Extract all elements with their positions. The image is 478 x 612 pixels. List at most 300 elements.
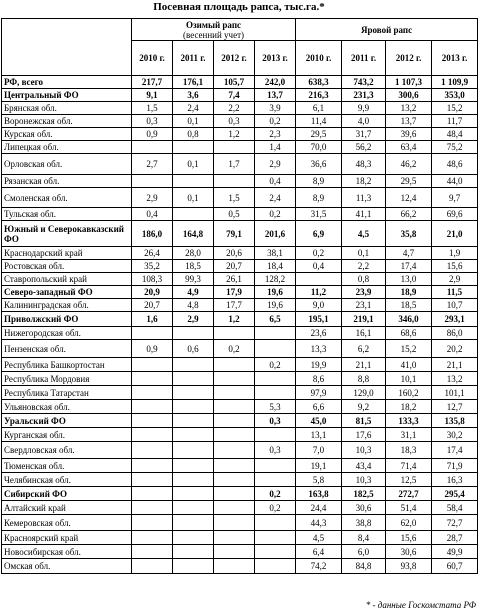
spring-value-cell: 97,9 bbox=[296, 386, 342, 400]
spring-value-cell: 70,0 bbox=[296, 141, 342, 154]
region-name: Свердловская обл. bbox=[2, 442, 132, 459]
winter-value-cell: 1,5 bbox=[214, 188, 255, 208]
region-name: Уральский ФО bbox=[2, 414, 132, 428]
spring-value-cell: 71,9 bbox=[432, 459, 478, 473]
spring-value-cell: 41,1 bbox=[342, 208, 386, 221]
spring-value-cell: 60,7 bbox=[432, 559, 478, 574]
spring-value-cell: 31,1 bbox=[386, 428, 432, 442]
spring-group-label: Яровой рапс bbox=[361, 24, 413, 35]
winter-value-cell: 0,1 bbox=[173, 115, 214, 128]
winter-value-cell bbox=[173, 559, 214, 574]
table-row bbox=[2, 473, 478, 487]
spring-value-cell: 31,7 bbox=[342, 128, 386, 141]
spring-value-cell: 21,1 bbox=[432, 358, 478, 372]
spring-value-cell: 195,1 bbox=[296, 312, 342, 327]
winter-value-cell bbox=[214, 545, 255, 559]
winter-value-cell: 2,9 bbox=[173, 312, 214, 327]
winter-value-cell: 2,9 bbox=[255, 154, 296, 175]
spring-value-cell: 18,2 bbox=[342, 175, 386, 188]
spring-value-cell: 12,7 bbox=[432, 400, 478, 414]
spring-value-cell: 19,9 bbox=[296, 358, 342, 372]
winter-value-cell: 1,2 bbox=[214, 128, 255, 141]
spring-value-cell: 293,1 bbox=[432, 312, 478, 327]
winter-value-cell: 2,4 bbox=[173, 102, 214, 115]
winter-group-label: Озимый рапс bbox=[186, 19, 241, 30]
winter-value-cell bbox=[173, 531, 214, 545]
winter-value-cell: 0,2 bbox=[214, 340, 255, 358]
winter-value-cell bbox=[173, 545, 214, 559]
spring-value-cell: 11,2 bbox=[296, 286, 342, 299]
region-name: Республика Татарстан bbox=[2, 386, 132, 400]
spring-value-cell: 21,0 bbox=[432, 221, 478, 247]
winter-value-cell: 26,1 bbox=[214, 273, 255, 286]
winter-value-cell bbox=[132, 141, 173, 154]
table-row bbox=[2, 400, 478, 414]
winter-value-cell: 0,2 bbox=[255, 358, 296, 372]
spring-value-cell: 216,3 bbox=[296, 89, 342, 102]
spring-value-cell: 7,0 bbox=[296, 442, 342, 459]
spring-value-cell: 44,0 bbox=[432, 175, 478, 188]
spring-value-cell: 353,0 bbox=[432, 89, 478, 102]
spring-value-cell: 10,7 bbox=[432, 299, 478, 312]
region-name: Калининградская обл. bbox=[2, 299, 132, 312]
table-row bbox=[2, 559, 478, 574]
winter-value-cell bbox=[132, 559, 173, 574]
winter-value-cell: 0,2 bbox=[255, 501, 296, 515]
table-row bbox=[2, 545, 478, 559]
winter-value-cell bbox=[173, 386, 214, 400]
winter-value-cell bbox=[132, 327, 173, 340]
spring-value-cell: 17,6 bbox=[342, 428, 386, 442]
spring-value-cell: 30,2 bbox=[432, 428, 478, 442]
year-header: 2012 г. bbox=[214, 41, 255, 76]
winter-value-cell bbox=[173, 428, 214, 442]
winter-value-cell bbox=[132, 545, 173, 559]
winter-value-cell bbox=[255, 473, 296, 487]
spring-value-cell: 1 109,9 bbox=[432, 76, 478, 89]
winter-value-cell: 28,0 bbox=[173, 247, 214, 260]
winter-value-cell bbox=[255, 545, 296, 559]
winter-value-cell bbox=[173, 459, 214, 473]
winter-value-cell: 0,1 bbox=[173, 154, 214, 175]
year-header: 2011 г. bbox=[342, 41, 386, 76]
spring-value-cell: 6,0 bbox=[342, 545, 386, 559]
winter-value-cell: 128,2 bbox=[255, 273, 296, 286]
spring-value-cell: 300,6 bbox=[386, 89, 432, 102]
spring-value-cell: 4,5 bbox=[342, 221, 386, 247]
spring-value-cell: 72,7 bbox=[432, 515, 478, 531]
table-row bbox=[2, 531, 478, 545]
region-name: Красноярский край bbox=[2, 531, 132, 545]
region-name: Тюменская обл. bbox=[2, 459, 132, 473]
region-name: Тульская обл. bbox=[2, 208, 132, 221]
winter-value-cell: 38,1 bbox=[255, 247, 296, 260]
spring-value-cell: 38,8 bbox=[342, 515, 386, 531]
winter-value-cell bbox=[132, 358, 173, 372]
winter-value-cell bbox=[214, 459, 255, 473]
table-row-district bbox=[2, 286, 478, 299]
winter-value-cell bbox=[173, 175, 214, 188]
spring-value-cell: 231,3 bbox=[342, 89, 386, 102]
table-row-district bbox=[2, 312, 478, 327]
spring-value-cell: 4,0 bbox=[342, 115, 386, 128]
winter-value-cell bbox=[214, 327, 255, 340]
winter-value-cell bbox=[214, 442, 255, 459]
winter-value-cell: 79,1 bbox=[214, 221, 255, 247]
spring-value-cell: 10,3 bbox=[342, 473, 386, 487]
spring-value-cell: 23,1 bbox=[342, 299, 386, 312]
winter-value-cell: 0,3 bbox=[214, 115, 255, 128]
winter-value-cell bbox=[255, 386, 296, 400]
region-name: Ульяновская обл. bbox=[2, 400, 132, 414]
region-name: Республика Мордовия bbox=[2, 372, 132, 386]
winter-value-cell: 18,4 bbox=[255, 260, 296, 273]
winter-value-cell bbox=[173, 400, 214, 414]
spring-value-cell: 6,6 bbox=[296, 400, 342, 414]
winter-value-cell bbox=[132, 175, 173, 188]
spring-value-cell: 163,8 bbox=[296, 487, 342, 501]
spring-value-cell: 28,7 bbox=[432, 531, 478, 545]
winter-value-cell bbox=[255, 531, 296, 545]
winter-value-cell: 164,8 bbox=[173, 221, 214, 247]
table-row bbox=[2, 358, 478, 372]
table-row bbox=[2, 386, 478, 400]
winter-value-cell bbox=[173, 208, 214, 221]
spring-value-cell: 41,0 bbox=[386, 358, 432, 372]
winter-value-cell bbox=[173, 372, 214, 386]
spring-value-cell: 8,9 bbox=[296, 175, 342, 188]
spring-value-cell: 8,6 bbox=[296, 372, 342, 386]
spring-value-cell: 182,5 bbox=[342, 487, 386, 501]
spring-value-cell: 2,2 bbox=[342, 260, 386, 273]
winter-value-cell: 19,6 bbox=[255, 299, 296, 312]
winter-value-cell: 1,4 bbox=[255, 141, 296, 154]
spring-value-cell: 30,6 bbox=[386, 545, 432, 559]
table-row bbox=[2, 501, 478, 515]
winter-value-cell: 7,4 bbox=[214, 89, 255, 102]
spring-value-cell: 74,2 bbox=[296, 559, 342, 574]
winter-value-cell: 1,6 bbox=[132, 312, 173, 327]
winter-value-cell: 13,7 bbox=[255, 89, 296, 102]
spring-value-cell: 11,5 bbox=[432, 286, 478, 299]
spring-value-cell: 272,7 bbox=[386, 487, 432, 501]
spring-value-cell: 23,6 bbox=[296, 327, 342, 340]
spring-value-cell: 129,0 bbox=[342, 386, 386, 400]
winter-value-cell bbox=[214, 428, 255, 442]
winter-value-cell bbox=[173, 473, 214, 487]
winter-value-cell: 20,7 bbox=[132, 299, 173, 312]
table-row bbox=[2, 515, 478, 531]
winter-group-note: (весенний учет) bbox=[183, 29, 245, 40]
winter-value-cell bbox=[173, 327, 214, 340]
region-name: Кемеровская обл. bbox=[2, 515, 132, 531]
spring-value-cell: 743,2 bbox=[342, 76, 386, 89]
table-row-district bbox=[2, 487, 478, 501]
spring-value-cell: 18,9 bbox=[386, 286, 432, 299]
winter-value-cell bbox=[132, 428, 173, 442]
spring-value-cell: 15,2 bbox=[432, 102, 478, 115]
winter-value-cell: 217,7 bbox=[132, 76, 173, 89]
winter-value-cell bbox=[255, 515, 296, 531]
region-name: Северо-западный ФО bbox=[2, 286, 132, 299]
spring-value-cell: 1,9 bbox=[432, 247, 478, 260]
winter-value-cell bbox=[255, 327, 296, 340]
winter-value-cell bbox=[173, 487, 214, 501]
spring-value-cell: 13,2 bbox=[386, 102, 432, 115]
winter-value-cell: 0,3 bbox=[255, 442, 296, 459]
winter-value-cell: 20,7 bbox=[214, 260, 255, 273]
region-name: Новосибирская обл. bbox=[2, 545, 132, 559]
region-name: Центральный ФО bbox=[2, 89, 132, 102]
region-name: Пензенская обл. bbox=[2, 340, 132, 358]
winter-value-cell: 242,0 bbox=[255, 76, 296, 89]
spring-value-cell: 15,6 bbox=[432, 260, 478, 273]
spring-value-cell: 11,3 bbox=[342, 188, 386, 208]
spring-value-cell: 44,3 bbox=[296, 515, 342, 531]
winter-value-cell: 201,6 bbox=[255, 221, 296, 247]
winter-value-cell: 20,9 bbox=[132, 286, 173, 299]
region-name: Курская обл. bbox=[2, 128, 132, 141]
spring-value-cell: 68,6 bbox=[386, 327, 432, 340]
spring-value-cell: 10,3 bbox=[342, 442, 386, 459]
winter-value-cell: 1,5 bbox=[132, 102, 173, 115]
winter-value-cell: 105,7 bbox=[214, 76, 255, 89]
winter-value-cell: 17,7 bbox=[214, 299, 255, 312]
region-name: Липецкая обл. bbox=[2, 141, 132, 154]
winter-value-cell bbox=[214, 487, 255, 501]
winter-value-cell bbox=[255, 428, 296, 442]
region-name: Челябинская обл. bbox=[2, 473, 132, 487]
header-winter-group bbox=[132, 19, 296, 41]
spring-value-cell: 18,3 bbox=[386, 442, 432, 459]
spring-value-cell: 62,0 bbox=[386, 515, 432, 531]
winter-value-cell: 0,9 bbox=[132, 340, 173, 358]
spring-value-cell: 66,2 bbox=[386, 208, 432, 221]
spring-value-cell: 135,8 bbox=[432, 414, 478, 428]
spring-value-cell: 0,2 bbox=[296, 247, 342, 260]
spring-value-cell: 13,7 bbox=[386, 115, 432, 128]
winter-value-cell bbox=[173, 141, 214, 154]
spring-value-cell: 6,4 bbox=[296, 545, 342, 559]
spring-value-cell: 51,4 bbox=[386, 501, 432, 515]
winter-value-cell: 18,5 bbox=[173, 260, 214, 273]
year-header: 2011 г. bbox=[173, 41, 214, 76]
winter-value-cell: 0,3 bbox=[132, 115, 173, 128]
winter-value-cell: 0,2 bbox=[255, 115, 296, 128]
region-name: Курганская обл. bbox=[2, 428, 132, 442]
region-name: Приволжский ФО bbox=[2, 312, 132, 327]
spring-value-cell: 46,2 bbox=[386, 154, 432, 175]
winter-value-cell bbox=[214, 141, 255, 154]
region-name: Южный и Северокавказский ФО bbox=[2, 221, 132, 247]
table-row bbox=[2, 260, 478, 273]
table-row bbox=[2, 115, 478, 128]
region-name: Ставропольский край bbox=[2, 273, 132, 286]
footnote: * - данные Госкомстата РФ bbox=[365, 600, 476, 610]
winter-value-cell: 0,3 bbox=[255, 414, 296, 428]
winter-value-cell: 9,1 bbox=[132, 89, 173, 102]
spring-value-cell: 346,0 bbox=[386, 312, 432, 327]
spring-value-cell: 30,6 bbox=[342, 501, 386, 515]
year-header: 2010 г. bbox=[132, 41, 173, 76]
winter-value-cell bbox=[214, 175, 255, 188]
winter-value-cell bbox=[173, 414, 214, 428]
table-row bbox=[2, 247, 478, 260]
spring-value-cell: 49,9 bbox=[432, 545, 478, 559]
region-name: Брянская обл. bbox=[2, 102, 132, 115]
spring-value-cell: 13,2 bbox=[432, 372, 478, 386]
winter-value-cell: 17,9 bbox=[214, 286, 255, 299]
spring-value-cell: 15,2 bbox=[386, 340, 432, 358]
winter-value-cell: 1,2 bbox=[214, 312, 255, 327]
winter-value-cell bbox=[214, 372, 255, 386]
winter-value-cell: 35,2 bbox=[132, 260, 173, 273]
winter-value-cell bbox=[214, 473, 255, 487]
spring-value-cell: 6,9 bbox=[296, 221, 342, 247]
header-spring-group bbox=[296, 19, 478, 41]
table-row bbox=[2, 459, 478, 473]
table-row-district bbox=[2, 221, 478, 247]
spring-value-cell: 18,5 bbox=[386, 299, 432, 312]
winter-value-cell: 19,6 bbox=[255, 286, 296, 299]
winter-value-cell bbox=[132, 372, 173, 386]
winter-value-cell: 0,2 bbox=[255, 208, 296, 221]
winter-value-cell: 6,5 bbox=[255, 312, 296, 327]
spring-value-cell: 31,5 bbox=[296, 208, 342, 221]
winter-value-cell bbox=[214, 501, 255, 515]
region-name: Сибирский ФО bbox=[2, 487, 132, 501]
spring-value-cell: 29,5 bbox=[386, 175, 432, 188]
winter-value-cell bbox=[255, 559, 296, 574]
spring-value-cell: 9,7 bbox=[432, 188, 478, 208]
year-header: 2013 г. bbox=[255, 41, 296, 76]
winter-value-cell bbox=[255, 459, 296, 473]
region-name: Рязанская обл. bbox=[2, 175, 132, 188]
spring-value-cell: 6,1 bbox=[296, 102, 342, 115]
winter-value-cell: 3,9 bbox=[255, 102, 296, 115]
spring-value-cell: 9,0 bbox=[296, 299, 342, 312]
region-name: Краснодарский край bbox=[2, 247, 132, 260]
table-row bbox=[2, 141, 478, 154]
spring-value-cell: 93,8 bbox=[386, 559, 432, 574]
spring-value-cell: 43,4 bbox=[342, 459, 386, 473]
spring-value-cell: 71,4 bbox=[386, 459, 432, 473]
year-header: 2013 г. bbox=[432, 41, 478, 76]
winter-value-cell: 20,6 bbox=[214, 247, 255, 260]
winter-value-cell: 1,7 bbox=[214, 154, 255, 175]
table-row-district bbox=[2, 89, 478, 102]
winter-value-cell bbox=[255, 340, 296, 358]
spring-value-cell: 0,4 bbox=[296, 260, 342, 273]
winter-value-cell bbox=[132, 414, 173, 428]
winter-value-cell bbox=[132, 386, 173, 400]
winter-value-cell bbox=[132, 501, 173, 515]
winter-value-cell bbox=[173, 358, 214, 372]
winter-value-cell: 0,6 bbox=[173, 340, 214, 358]
spring-value-cell: 19,1 bbox=[296, 459, 342, 473]
region-name: Воронежская обл. bbox=[2, 115, 132, 128]
spring-value-cell: 12,5 bbox=[386, 473, 432, 487]
spring-value-cell: 24,4 bbox=[296, 501, 342, 515]
spring-value-cell: 2,9 bbox=[432, 273, 478, 286]
table-row bbox=[2, 340, 478, 358]
spring-value-cell: 45,0 bbox=[296, 414, 342, 428]
spring-value-cell: 8,9 bbox=[296, 188, 342, 208]
winter-value-cell bbox=[214, 414, 255, 428]
region-name: Алтайский край bbox=[2, 501, 132, 515]
winter-value-cell bbox=[214, 386, 255, 400]
spring-value-cell: 69,6 bbox=[432, 208, 478, 221]
spring-value-cell: 48,4 bbox=[432, 128, 478, 141]
spring-value-cell: 10,1 bbox=[386, 372, 432, 386]
winter-value-cell: 0,1 bbox=[173, 188, 214, 208]
winter-value-cell bbox=[132, 459, 173, 473]
winter-value-cell bbox=[173, 501, 214, 515]
winter-value-cell bbox=[132, 400, 173, 414]
winter-value-cell: 2,3 bbox=[255, 128, 296, 141]
spring-value-cell: 17,4 bbox=[386, 260, 432, 273]
spring-value-cell: 75,2 bbox=[432, 141, 478, 154]
winter-value-cell bbox=[214, 515, 255, 531]
winter-value-cell bbox=[173, 515, 214, 531]
spring-value-cell: 48,3 bbox=[342, 154, 386, 175]
winter-value-cell bbox=[173, 442, 214, 459]
spring-value-cell: 1 107,3 bbox=[386, 76, 432, 89]
spring-value-cell: 13,3 bbox=[296, 340, 342, 358]
winter-value-cell: 186,0 bbox=[132, 221, 173, 247]
rapeseed-area-table bbox=[1, 18, 478, 574]
winter-value-cell bbox=[132, 442, 173, 459]
winter-value-cell: 99,3 bbox=[173, 273, 214, 286]
winter-value-cell: 2,4 bbox=[255, 188, 296, 208]
table-row bbox=[2, 128, 478, 141]
winter-value-cell: 4,9 bbox=[173, 286, 214, 299]
spring-value-cell: 63,4 bbox=[386, 141, 432, 154]
spring-value-cell: 16,3 bbox=[432, 473, 478, 487]
winter-value-cell: 4,8 bbox=[173, 299, 214, 312]
winter-value-cell: 0,8 bbox=[173, 128, 214, 141]
region-name: Республика Башкортостан bbox=[2, 358, 132, 372]
winter-value-cell: 0,5 bbox=[214, 208, 255, 221]
spring-value-cell: 56,2 bbox=[342, 141, 386, 154]
spring-value-cell: 13,0 bbox=[386, 273, 432, 286]
spring-value-cell: 9,2 bbox=[342, 400, 386, 414]
table-row bbox=[2, 208, 478, 221]
table-row bbox=[2, 428, 478, 442]
spring-value-cell: 21,1 bbox=[342, 358, 386, 372]
winter-value-cell bbox=[132, 473, 173, 487]
winter-value-cell: 0,4 bbox=[132, 208, 173, 221]
winter-value-cell bbox=[132, 487, 173, 501]
table-row bbox=[2, 154, 478, 175]
table-row bbox=[2, 175, 478, 188]
table-row bbox=[2, 102, 478, 115]
winter-value-cell: 2,7 bbox=[132, 154, 173, 175]
table-row bbox=[2, 327, 478, 340]
spring-value-cell: 23,9 bbox=[342, 286, 386, 299]
region-name: Нижегородская обл. bbox=[2, 327, 132, 340]
region-name: Смоленская обл. bbox=[2, 188, 132, 208]
spring-value-cell: 86,0 bbox=[432, 327, 478, 340]
spring-value-cell: 160,2 bbox=[386, 386, 432, 400]
spring-value-cell: 58,4 bbox=[432, 501, 478, 515]
spring-value-cell: 133,3 bbox=[386, 414, 432, 428]
spring-value-cell: 6,2 bbox=[342, 340, 386, 358]
spring-value-cell: 638,3 bbox=[296, 76, 342, 89]
winter-value-cell bbox=[132, 531, 173, 545]
region-name: Омская обл. bbox=[2, 559, 132, 574]
table-row-district bbox=[2, 76, 478, 89]
